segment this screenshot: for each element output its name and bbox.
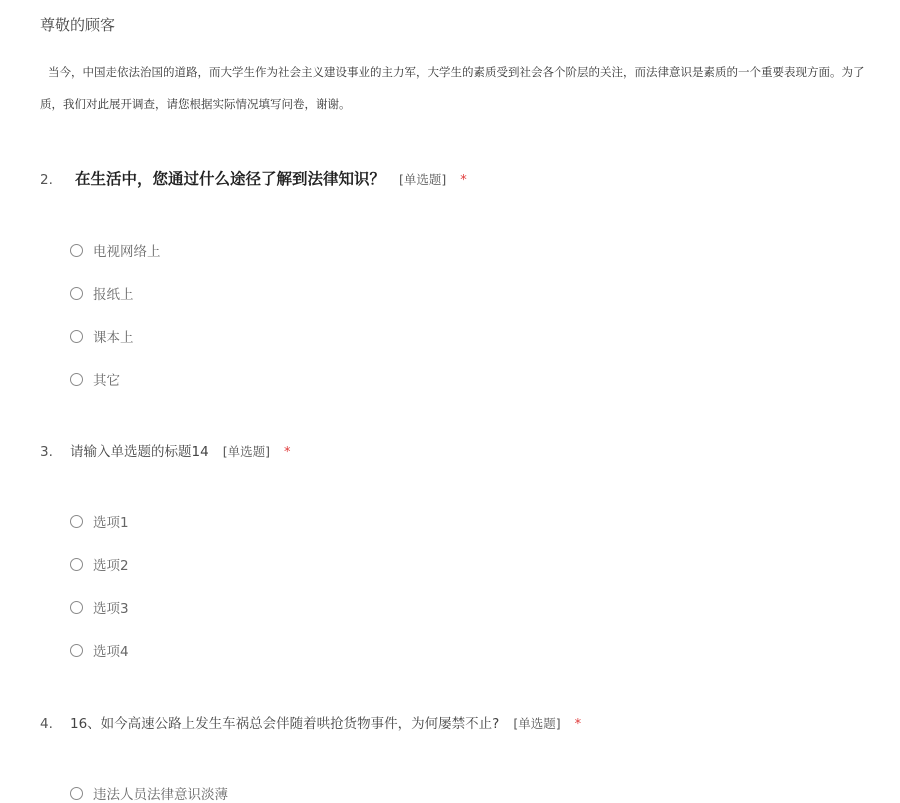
question-type-badge: [单选题]	[513, 716, 561, 731]
intro-line-1: 当今，中国走依法治国的道路，而大学生作为社会主义建设事业的主力军，大学生的素质受到社会各个阶层的关注，而法律意识是素质的一个重要表现方面。为了	[48, 65, 865, 79]
radio-circle-icon[interactable]	[70, 373, 83, 386]
option-label: 选项1	[93, 515, 129, 531]
option-radio-q2-4[interactable]	[70, 369, 120, 389]
option-radio-q2-1[interactable]	[70, 240, 161, 260]
option-label: 报纸上	[93, 287, 134, 303]
option-label: 选项4	[93, 644, 129, 660]
question-number: 3.	[40, 444, 53, 460]
radio-circle-icon[interactable]	[70, 787, 83, 800]
option-label: 其它	[93, 373, 120, 389]
question-2	[40, 167, 467, 191]
question-title: 请输入单选题的标题14	[70, 444, 209, 460]
option-label: 违法人员法律意识淡薄	[93, 787, 228, 803]
option-radio-q3-3[interactable]	[70, 597, 129, 617]
radio-circle-icon[interactable]	[70, 601, 83, 614]
question-title: 在生活中，您通过什么途径了解到法律知识？	[75, 170, 386, 188]
option-radio-q2-2[interactable]	[70, 283, 134, 303]
greeting: 尊敬的顾客	[40, 16, 116, 34]
radio-circle-icon[interactable]	[70, 644, 83, 657]
option-label: 选项2	[93, 558, 129, 574]
option-label: 课本上	[93, 330, 134, 346]
question-number: 2.	[40, 172, 53, 188]
question-3	[40, 440, 290, 464]
option-label: 选项3	[93, 601, 129, 617]
radio-circle-icon[interactable]	[70, 515, 83, 528]
question-4	[40, 712, 581, 736]
option-label: 电视网络上	[93, 244, 161, 260]
question-type-badge: [单选题]	[399, 172, 447, 187]
radio-circle-icon[interactable]	[70, 330, 83, 343]
option-radio-q2-3[interactable]	[70, 326, 134, 346]
radio-circle-icon[interactable]	[70, 558, 83, 571]
required-marker: *	[460, 173, 467, 188]
required-marker: *	[574, 717, 582, 732]
radio-circle-icon[interactable]	[70, 244, 83, 257]
question-number: 4.	[40, 716, 53, 732]
question-type-badge: [单选题]	[222, 444, 270, 459]
option-radio-q3-1[interactable]	[70, 511, 129, 531]
survey-intro	[40, 56, 900, 120]
option-radio-q4-1[interactable]	[70, 783, 228, 803]
required-marker: *	[283, 445, 291, 460]
radio-circle-icon[interactable]	[70, 287, 83, 300]
option-radio-q3-4[interactable]	[70, 640, 129, 660]
question-title: 16、如今高速公路上发生车祸总会伴随着哄抢货物事件，为何屡禁不止?	[70, 716, 500, 732]
intro-line-2: 质，我们对此展开调查，请您根据实际情况填写问卷，谢谢。	[40, 97, 351, 111]
option-radio-q3-2[interactable]	[70, 554, 129, 574]
